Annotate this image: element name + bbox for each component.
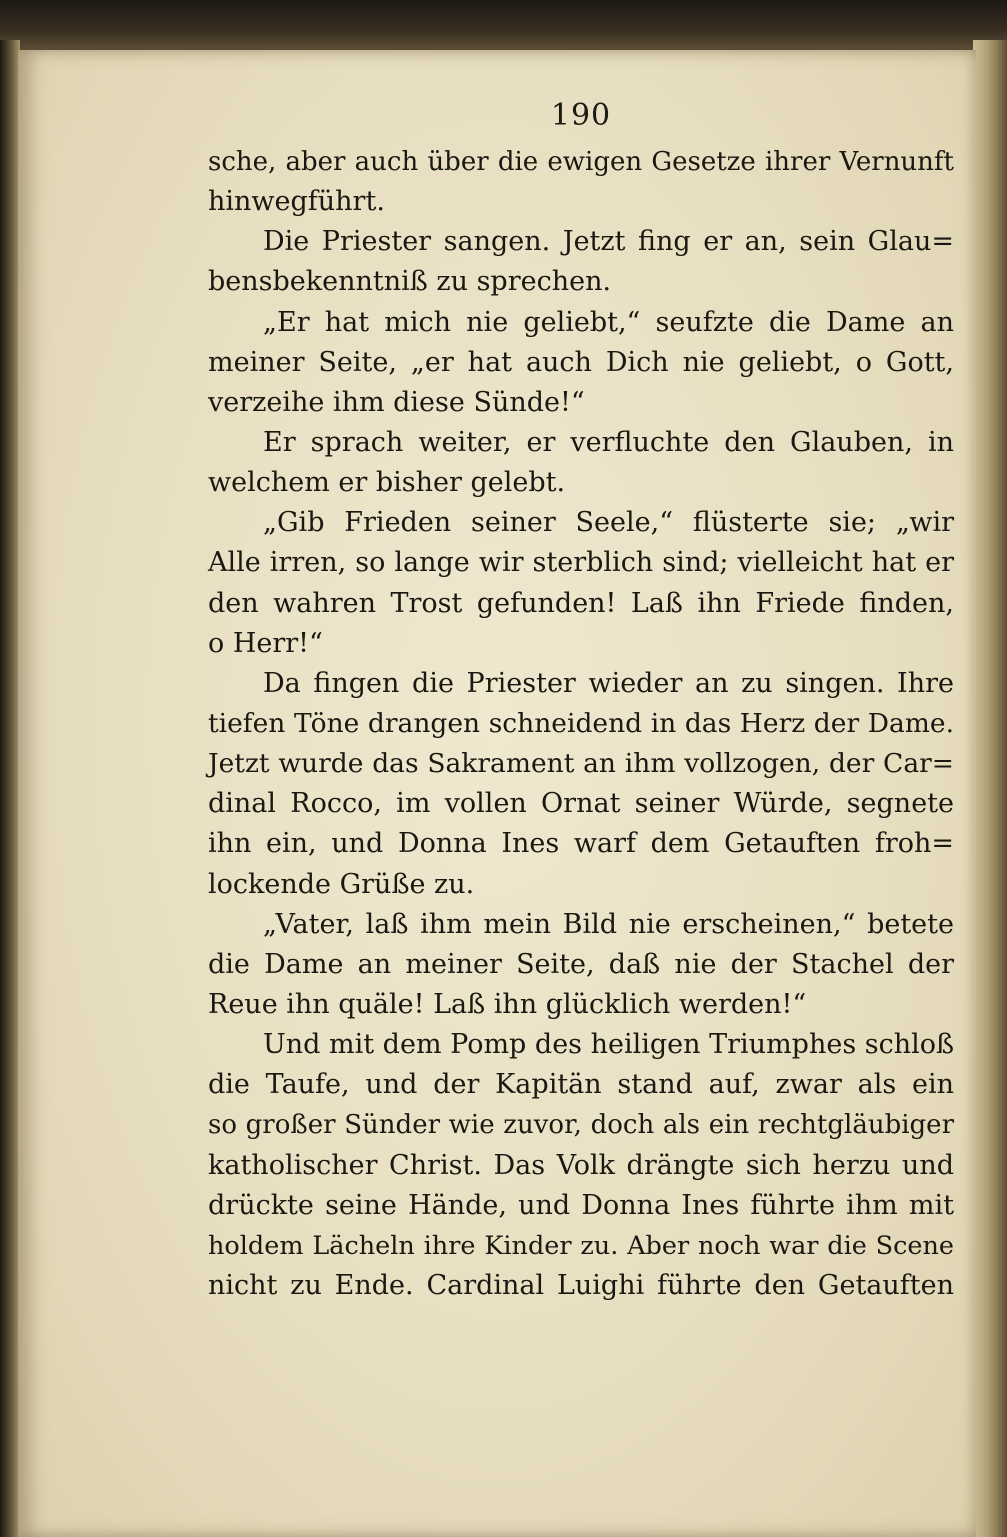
text-line: den wahren Trost gefunden! Laß ihn Friede finden,: [208, 587, 954, 619]
text-line: Alle irren, so lange wir sterblich sind; vielleicht hat er: [208, 547, 954, 579]
text-line: nicht zu Ende. Cardinal Luighi führte den Getauften: [208, 1269, 954, 1301]
text-line: „Er hat mich nie geliebt,“ seufzte die Dame an: [263, 306, 954, 338]
text-line: Die Priester sangen. Jetzt fing er an, sein Glau=: [263, 226, 954, 258]
text-line: meiner Seite, „er hat auch Dich nie geliebt, o Gott,: [208, 346, 954, 378]
text-line: „Vater, laß ihm mein Bild nie erscheinen,“ betete: [263, 908, 954, 940]
text-line: die Dame an meiner Seite, daß nie der Stachel der: [208, 948, 954, 980]
text-line: o Herr!“: [208, 627, 323, 659]
text-line: sche, aber auch über die ewigen Gesetze ihrer Vernunft: [208, 147, 954, 177]
text-line: ihn ein, und Donna Ines warf dem Getauften froh=: [208, 828, 954, 860]
text-line: „Gib Frieden seiner Seele,“ flüsterte sie; „wir: [263, 507, 954, 539]
text-line: drückte seine Hände, und Donna Ines führte ihm mit: [208, 1189, 954, 1221]
page-sheet: [18, 50, 976, 1537]
text-line: die Taufe, und der Kapitän stand auf, zwar als ein: [208, 1069, 954, 1101]
text-line: Jetzt wurde das Sakrament an ihm vollzogen, der Car=: [208, 748, 954, 780]
text-line: so großer Sünder wie zuvor, doch als ein rechtgläubiger: [208, 1110, 954, 1141]
text-line: Da fingen die Priester wieder an zu singen. Ihre: [263, 667, 954, 699]
text-line: Er sprach weiter, er verfluchte den Glauben, in: [263, 426, 954, 458]
text-line: bensbekenntniß zu sprechen.: [208, 266, 612, 298]
text-line: Reue ihn quäle! Laß ihn glücklich werden!“: [208, 988, 807, 1020]
text-line: hinwegführt.: [208, 186, 385, 218]
text-line: verzeihe ihm diese Sünde!“: [208, 386, 585, 418]
text-line: welchem er bisher gelebt.: [208, 467, 566, 499]
body-text: [208, 142, 954, 1306]
text-line: dinal Rocco, im vollen Ornat seiner Würde, segnete: [208, 788, 954, 820]
text-line: Und mit dem Pomp des heiligen Triumphes schloß: [263, 1029, 955, 1061]
page-number: 190: [550, 98, 612, 133]
text-line: katholischer Christ. Das Volk drängte sich herzu und: [208, 1149, 954, 1181]
page-stack-edge: [973, 40, 1007, 1537]
text-line: tiefen Töne drangen schneidend in das Herz der Dame.: [208, 707, 954, 739]
text-line: holdem Lächeln ihre Kinder zu. Aber noch war die Scene: [208, 1230, 954, 1261]
text-line: lockende Grüße zu.: [208, 868, 475, 900]
book-binding-edge: [0, 40, 20, 1537]
